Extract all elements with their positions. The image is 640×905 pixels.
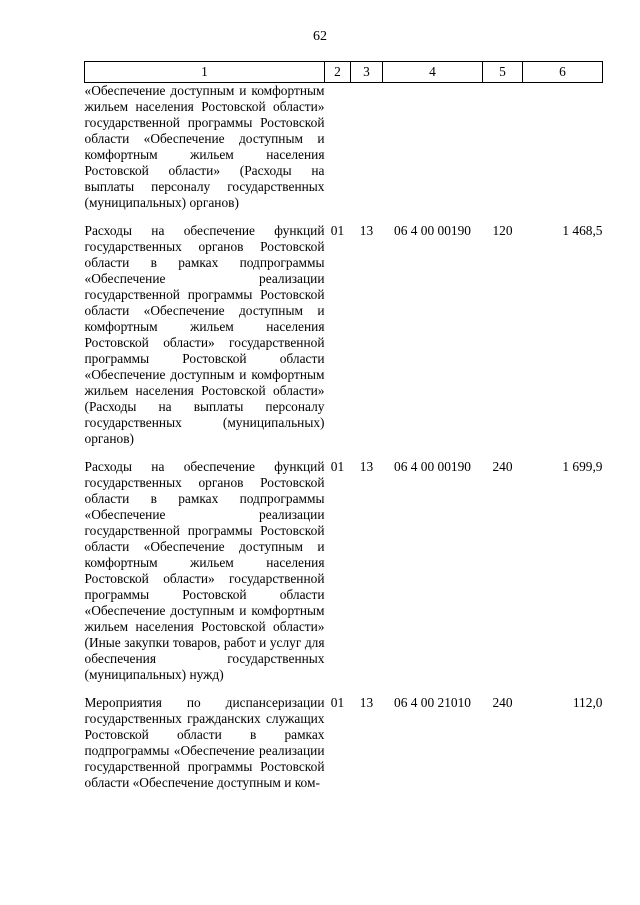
row-description: Мероприятия по диспансеризации государственных гражданских служащих Ростовской области в рамках подпрограммы «Обеспечение реализации государственной программы Ростовской области «Обеспечение доступным и ком- <box>84 695 325 790</box>
row-pr: 13 <box>359 223 374 238</box>
row-pr: 13 <box>359 459 374 474</box>
row-pr: 13 <box>359 695 374 710</box>
column-header-rz: 2 <box>325 62 351 83</box>
row-amount: 1 699,9 <box>562 459 603 474</box>
row-vr: 120 <box>492 223 513 238</box>
row-rz: 01 <box>330 459 345 474</box>
table-row <box>85 223 603 459</box>
row-csr: 06 4 00 00190 <box>394 459 471 474</box>
row-amount <box>523 83 603 224</box>
column-header-csr: 4 <box>383 62 483 83</box>
row-description: Расходы на обеспечение функций государственных органов Ростовской области в рамках подпрограммы «Обеспечение реализации государственной программы Ростовской области «Обеспечение доступным и комфортным жильем населения Ростовской области» государственной программы Ростовской области «Обеспечение доступным и комфортным жильем населения Ростовской области» (Иные закупки товаров, работ и услуг для обеспечения государственных (муниципальных) нужд) <box>84 459 325 682</box>
table-header-row <box>85 62 603 83</box>
row-csr: 06 4 00 00190 <box>394 223 471 238</box>
row-vr <box>483 83 523 224</box>
row-vr: 240 <box>492 695 513 710</box>
column-header-pr: 3 <box>351 62 383 83</box>
table-row <box>85 459 603 695</box>
row-pr <box>351 83 383 224</box>
row-vr: 240 <box>492 459 513 474</box>
column-header-name: 1 <box>85 62 325 83</box>
row-description: Расходы на обеспечение функций государственных органов Ростовской области в рамках подпрограммы «Обеспечение реализации государственной программы Ростовской области «Обеспечение доступным и комфортным жильем населения Ростовской области» государственной программы Ростовской области «Обеспечение доступным и комфортным жильем населения Ростовской области» (Расходы на выплаты персоналу государственных (муниципальных) органов) <box>84 223 325 446</box>
page-number: 62 <box>313 29 327 44</box>
table-row <box>85 695 603 803</box>
budget-table <box>84 61 603 803</box>
row-amount: 112,0 <box>572 695 603 710</box>
column-header-vr: 5 <box>483 62 523 83</box>
row-rz: 01 <box>330 223 345 238</box>
row-rz <box>325 83 351 224</box>
row-description: «Обеспечение доступным и комфортным жильем населения Ростовской области» государственной программы Ростовской области «Обеспечение доступным и комфортным жильем населения Ростовской области» (Расходы на выплаты персоналу государственных (муниципальных) органов) <box>84 83 325 210</box>
row-csr: 06 4 00 21010 <box>394 695 471 710</box>
row-csr <box>383 83 483 224</box>
row-amount: 1 468,5 <box>562 223 603 238</box>
table-row <box>85 83 603 224</box>
row-rz: 01 <box>330 695 345 710</box>
column-header-amount: 6 <box>523 62 603 83</box>
